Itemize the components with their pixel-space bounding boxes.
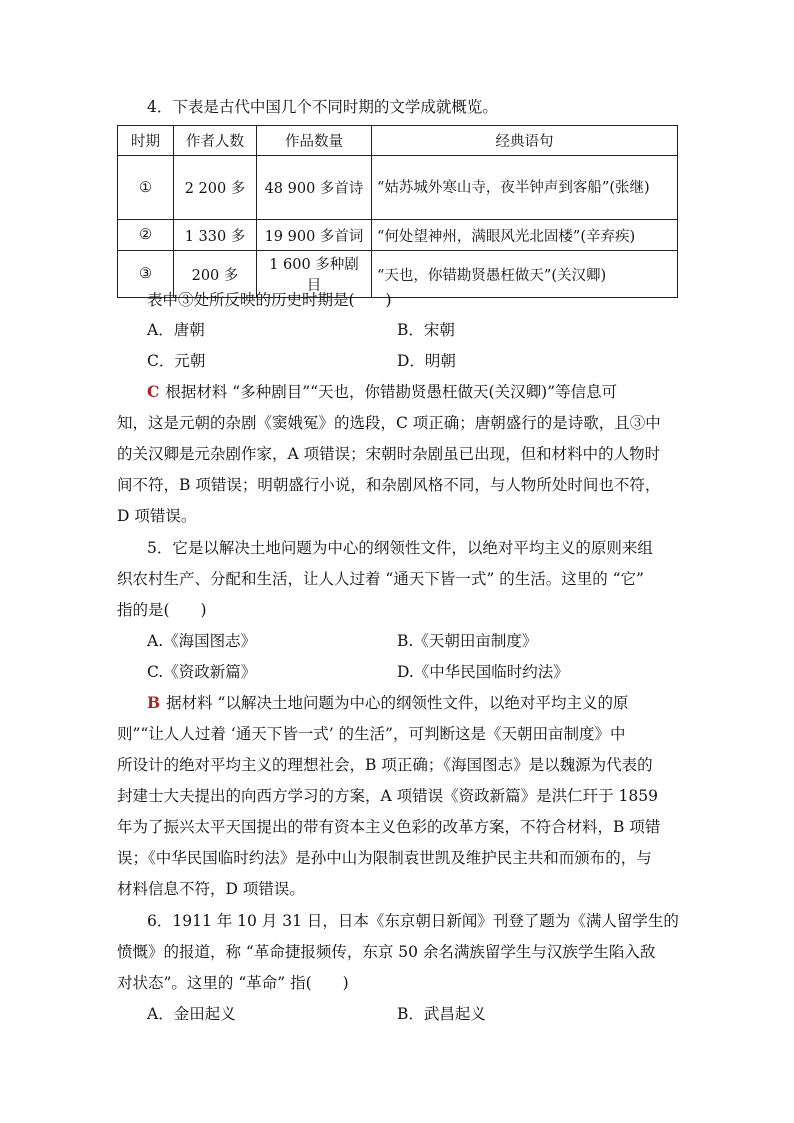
cell-works: 1 600 多种剧目: [257, 251, 372, 298]
cell-period: ③: [118, 251, 174, 298]
q4-stem: 4．下表是古代中国几个不同时期的文学成就概览。: [147, 98, 498, 116]
q6-option-b: B．武昌起义: [397, 1005, 486, 1023]
q4-answer: C: [147, 382, 160, 401]
q5-explanation-line: 误；《中华民国临时约法》是孙中山为限制袁世凯及维护民主共和而颁布的，与: [117, 849, 652, 867]
cell-period: ②: [118, 220, 174, 251]
table-row: [118, 156, 678, 220]
q5-option-a: A.《海国图志》: [147, 632, 257, 650]
header-works: 作品数量: [257, 126, 372, 156]
header-authors: 作者人数: [174, 126, 257, 156]
q5-option-d: D.《中华民国临时约法》: [397, 663, 569, 681]
q6-stem-line: 对状态”。这里的 “革命” 指( ): [117, 974, 349, 992]
q4-explanation-line: 间不符，B 项错误；明朝盛行小说，和杂剧风格不同，与人物所处时间也不符，: [117, 476, 661, 494]
q5-stem-line: 5．它是以解决土地问题为中心的纲领性文件，以绝对平均主义的原则来组: [147, 539, 653, 557]
q4-explanation-line: 的关汉卿是元杂剧作家，A 项错误；宋朝时杂剧虽已出现，但和材料中的人物时: [117, 445, 661, 463]
cell-quote: “姑苏城外寒山寺，夜半钟声到客船”(张继): [372, 156, 678, 220]
q5-explanation-line: B 据材料 “以解决土地问题为中心的纲领性文件，以绝对平均主义的原: [147, 693, 629, 712]
cell-authors: 2 200 多: [174, 156, 257, 220]
q4-explanation-line: C 根据材料 “多种剧目”“天也，你错勘贤愚枉做天(关汉卿)”等信息可: [147, 382, 618, 401]
q4-option-a: A．唐朝: [147, 321, 205, 339]
q5-explanation-line: 则”“让人人过着 ‘通天下皆一式’ 的生活”，可判断这是《天朝田亩制度》中: [117, 725, 626, 743]
table-header-row: [118, 126, 678, 156]
cell-works: 19 900 多首词: [257, 220, 372, 251]
q5-stem-line: 指的是( ): [117, 601, 207, 619]
cell-works: 48 900 多首诗: [257, 156, 372, 220]
q5-explanation-line: 所设计的绝对平均主义的理想社会，B 项正确；《海国图志》是以魏源为代表的: [117, 756, 653, 774]
q5-explanation-line: 年为了振兴太平天国提出的带有资本主义色彩的改革方案，不符合材料，B 项错: [117, 818, 661, 836]
q5-answer: B: [147, 693, 161, 712]
q4-option-c: C．元朝: [147, 352, 206, 370]
cell-period: ①: [118, 156, 174, 220]
q4-option-b: B．宋朝: [397, 321, 455, 339]
cell-authors: 200 多: [174, 251, 257, 298]
q4-question: 表中③处所反映的历史时期是( ): [147, 291, 392, 309]
q5-option-c: C.《资政新篇》: [147, 663, 257, 681]
q5-explanation-line: 材料信息不符，D 项错误。: [117, 880, 305, 898]
header-period: 时期: [118, 126, 174, 156]
q4-explanation-line: D 项错误。: [117, 507, 197, 525]
cell-quote: “何处望神州，满眼风光北固楼”(辛弃疾): [372, 220, 678, 251]
q5-option-b: B.《天朝田亩制度》: [397, 632, 538, 650]
q6-stem-line: 6．1911 年 10 月 31 日，日本《东京朝日新闻》刊登了题为《满人留学生的: [147, 912, 679, 930]
cell-authors: 1 330 多: [174, 220, 257, 251]
q4-explanation-line: 知，这是元朝的杂剧《窦娥冤》的选段，C 项正确；唐朝盛行的是诗歌，且③中: [117, 414, 661, 432]
literature-table: [117, 125, 678, 298]
q4-option-d: D．明朝: [397, 352, 456, 370]
q6-stem-line: 愤慨》的报道，称 “革命捷报频传，东京 50 余名满族留学生与汉族学生陷入敌: [117, 943, 656, 961]
q6-option-a: A．金田起义: [147, 1005, 236, 1023]
header-quote: 经典语句: [372, 126, 678, 156]
q5-explanation-line: 封建士大夫提出的向西方学习的方案，A 项错误《资政新篇》是洪仁玕于 1859: [117, 787, 658, 805]
table-row: [118, 220, 678, 251]
q5-stem-line: 织农村生产、分配和生活，让人人过着 “通天下皆一式” 的生活。这里的 “它”: [117, 570, 644, 588]
cell-quote: “天也，你错勘贤愚枉做天”(关汉卿): [372, 251, 678, 298]
